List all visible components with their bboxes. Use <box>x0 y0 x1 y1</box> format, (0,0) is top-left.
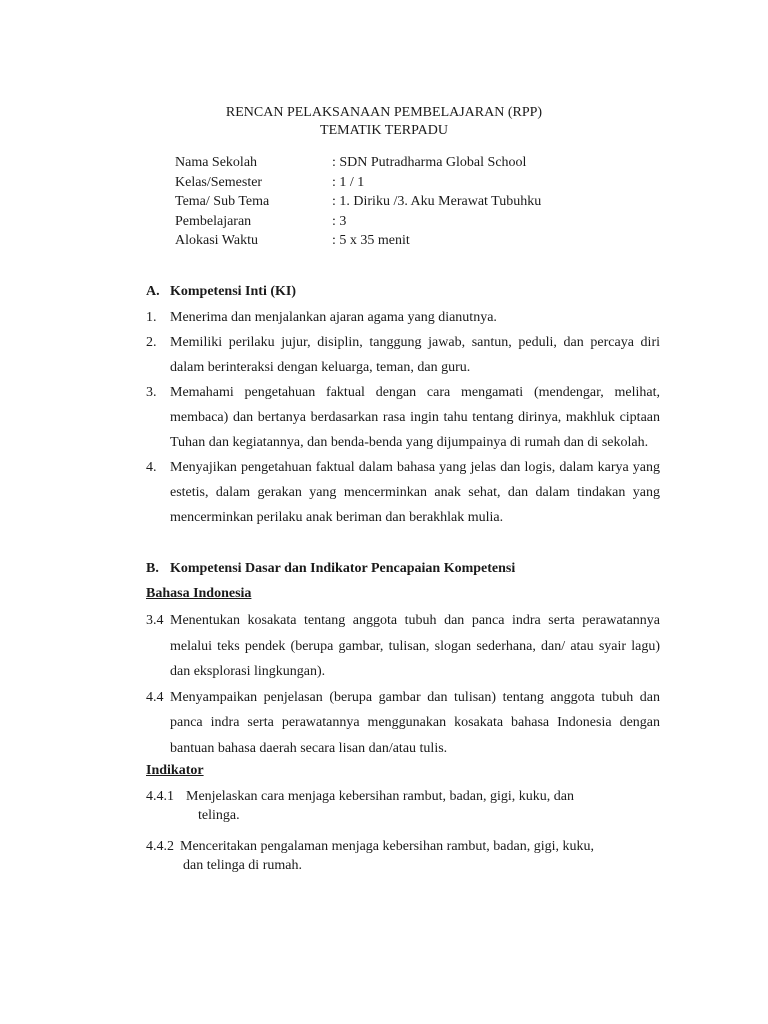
kd-text: Menyampaikan penjelasan (berupa gambar dan tulisan) tentang anggota tubuh dan panca indra serta perawatannya menggunakan kosakata bahasa Indonesia dengan bantuan bahasa daerah secara lisan dan/atau tulis. <box>170 689 660 756</box>
ki-item <box>146 455 660 530</box>
identity-value: : 3 <box>332 213 347 229</box>
identity-value: : 1. Diriku /3. Aku Merawat Tubuhku <box>332 194 542 209</box>
section-letter: A. <box>146 284 160 299</box>
kd-item <box>146 608 660 685</box>
identity-row-lesson <box>175 212 675 232</box>
ki-number: 2. <box>146 335 157 350</box>
identity-value: : SDN Putradharma Global School <box>332 155 527 170</box>
ki-list <box>146 305 660 530</box>
indikator-item <box>146 787 660 825</box>
indikator-line: Menceritakan pengalaman menjaga kebersihan rambut, badan, gigi, kuku, <box>180 839 595 854</box>
identity-label: Pembelajaran <box>175 213 252 229</box>
identity-label: Kelas/Semester <box>175 174 263 190</box>
ki-text: Memahami pengetahuan faktual dengan cara mengamati (mendengar, melihat, membaca) dan bertanya berdasarkan rasa ingin tahu tentang dirinya, makhluk ciptaan Tuhan dan kegiatannya, dan benda-benda yang dijumpainya di rumah dan di sekolah. <box>170 385 660 450</box>
identity-value: : 1 / 1 <box>332 174 365 190</box>
identity-table <box>175 153 675 251</box>
ki-number: 4. <box>146 460 157 475</box>
section-letter: B. <box>146 561 159 576</box>
ki-number: 3. <box>146 385 157 400</box>
kd-list <box>146 608 660 761</box>
ki-number: 1. <box>146 310 157 325</box>
section-title: Kompetensi Dasar dan Indikator Pencapaian Kompetensi <box>170 561 516 576</box>
identity-row-class <box>175 173 675 193</box>
kd-item <box>146 685 660 762</box>
subject-heading <box>146 584 660 604</box>
section-b-heading <box>146 559 660 579</box>
indikator-line: Menjelaskan cara menjaga kebersihan rambut, badan, gigi, kuku, dan <box>186 789 574 804</box>
ki-text: Memiliki perilaku jujur, disiplin, tanggung jawab, santun, peduli, dan percaya diri dalam berinteraksi dengan keluarga, teman, dan guru. <box>170 335 660 375</box>
section-a-heading <box>146 282 660 302</box>
identity-row-school <box>175 153 675 173</box>
ki-item <box>146 380 660 455</box>
identity-label: Nama Sekolah <box>175 155 258 170</box>
identity-value: : 5 x 35 menit <box>332 233 410 248</box>
indikator-line: telinga. <box>198 808 240 823</box>
ki-text: Menyajikan pengetahuan faktual dalam bahasa yang jelas dan logis, dalam karya yang estetis, dalam gerakan yang mencerminkan anak sehat, dan dalam tindakan yang mencerminkan perilaku anak beriman dan berakhlak mulia. <box>170 460 660 525</box>
indikator-number: 4.4.1 <box>146 789 174 804</box>
ki-text: Menerima dan menjalankan ajaran agama yang dianutnya. <box>170 310 497 325</box>
indikator-item <box>146 837 660 875</box>
identity-row-theme <box>175 192 675 212</box>
indikator-line: dan telinga di rumah. <box>183 858 302 873</box>
identity-row-time <box>175 231 675 251</box>
kd-text: Menentukan kosakata tentang anggota tubuh dan panca indra serta perawatannya melalui teks pendek (berupa gambar, tulisan, slogan sederhana, dan/ atau syair lagu) dan eksplorasi lingkungan). <box>170 613 660 679</box>
identity-label: Alokasi Waktu <box>175 233 258 248</box>
kd-number: 3.4 <box>146 613 164 628</box>
subject-title: Bahasa Indonesia <box>146 586 252 601</box>
ki-item <box>146 330 660 380</box>
identity-label: Tema/ Sub Tema <box>175 194 270 209</box>
kd-number: 4.4 <box>146 689 164 705</box>
indikator-number: 4.4.2 <box>146 839 174 854</box>
document-title: RENCAN PELAKSANAAN PEMBELAJARAN (RPP) <box>225 105 543 120</box>
indikator-heading <box>146 761 660 781</box>
section-title: Kompetensi Inti (KI) <box>170 284 296 299</box>
ki-item <box>146 305 660 330</box>
document-subtitle: TEMATIK TERPADU <box>320 123 448 138</box>
indikator-title: Indikator <box>146 763 204 778</box>
